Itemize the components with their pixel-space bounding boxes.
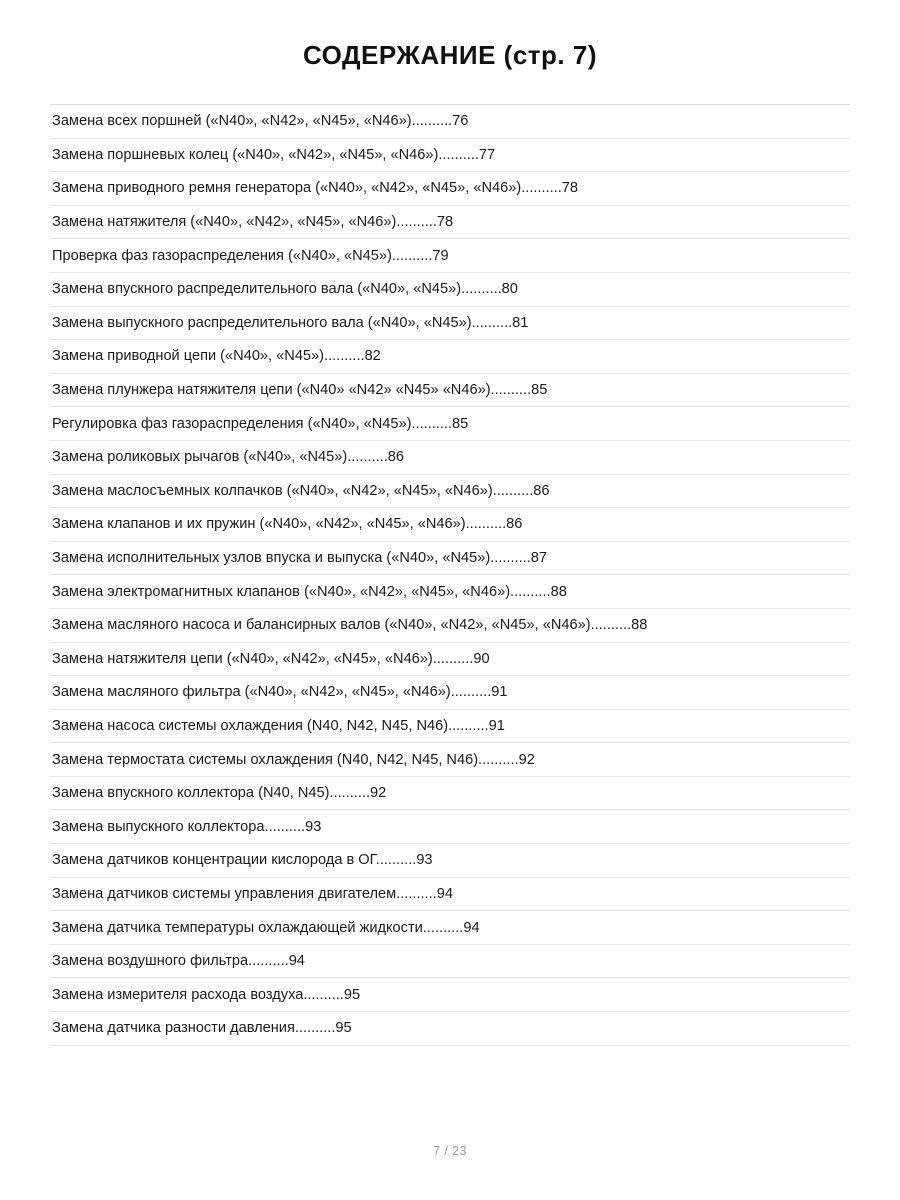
toc-entry-text: Замена датчиков системы управления двигателем..........94	[52, 885, 453, 902]
toc-entry-text: Регулировка фаз газораспределения («N40», «N45»)..........85	[52, 415, 469, 432]
toc-entry-text: Замена насоса системы охлаждения (N40, N42, N45, N46)..........91	[52, 717, 505, 734]
toc-entry-text: Замена датчиков концентрации кислорода в ОГ..........93	[52, 852, 433, 869]
list-item[interactable]	[50, 609, 850, 643]
toc-entry-text: Замена приводной цепи («N40», «N45»)..........82	[52, 348, 381, 365]
table-of-contents	[50, 105, 850, 1046]
toc-entry-text: Замена выпускного распределительного вала («N40», «N45»)..........81	[52, 314, 529, 331]
toc-entry-text: Замена измерителя расхода воздуха..........95	[52, 986, 361, 1003]
page-number: 7 / 23	[433, 1144, 467, 1158]
list-item[interactable]	[50, 172, 850, 206]
toc-entry-text: Замена плунжера натяжителя цепи («N40» «N42» «N45» «N46»)..........85	[52, 382, 548, 399]
toc-entry-text: Замена датчика разности давления..........95	[52, 1020, 352, 1037]
list-item[interactable]	[50, 542, 850, 576]
toc-entry-text: Замена электромагнитных клапанов («N40», «N42», «N45», «N46»)..........88	[52, 583, 567, 600]
list-item[interactable]	[50, 239, 850, 273]
list-item[interactable]	[50, 374, 850, 408]
toc-entry-text: Замена выпускного коллектора..........93	[52, 818, 322, 835]
list-item[interactable]	[50, 1012, 850, 1046]
toc-entry-text: Замена впускного коллектора (N40, N45)..........92	[52, 785, 387, 802]
toc-entry-text: Замена маслосъемных колпачков («N40», «N42», «N45», «N46»)..........86	[52, 482, 550, 499]
toc-entry-text: Замена исполнительных узлов впуска и выпуска («N40», «N45»)..........87	[52, 550, 548, 567]
toc-entry-text: Проверка фаз газораспределения («N40», «N45»)..........79	[52, 247, 449, 264]
toc-entry-text: Замена воздушного фильтра..........94	[52, 953, 305, 970]
list-item[interactable]	[50, 978, 850, 1012]
list-item[interactable]	[50, 105, 850, 139]
list-item[interactable]	[50, 643, 850, 677]
toc-entry-text: Замена роликовых рычагов («N40», «N45»)..........86	[52, 449, 405, 466]
toc-entry-text: Замена масляного насоса и балансирных валов («N40», «N42», «N45», «N46»)..........88	[52, 617, 648, 634]
list-item[interactable]	[50, 878, 850, 912]
list-item[interactable]	[50, 911, 850, 945]
list-item[interactable]	[50, 777, 850, 811]
toc-entry-text: Замена натяжителя цепи («N40», «N42», «N45», «N46»)..........90	[52, 650, 490, 667]
toc-entry-text: Замена поршневых колец («N40», «N42», «N45», «N46»)..........77	[52, 146, 496, 163]
list-item[interactable]	[50, 139, 850, 173]
list-item[interactable]	[50, 575, 850, 609]
list-item[interactable]	[50, 844, 850, 878]
toc-entry-text: Замена всех поршней («N40», «N42», «N45», «N46»)..........76	[52, 113, 469, 130]
list-item[interactable]	[50, 407, 850, 441]
list-item[interactable]	[50, 508, 850, 542]
list-item[interactable]	[50, 676, 850, 710]
list-item[interactable]	[50, 743, 850, 777]
list-item[interactable]	[50, 441, 850, 475]
toc-entry-text: Замена датчика температуры охлаждающей жидкости..........94	[52, 919, 480, 936]
page-title: СОДЕРЖАНИЕ (стр. 7)	[303, 40, 597, 70]
list-item[interactable]	[50, 206, 850, 240]
list-item[interactable]	[50, 945, 850, 979]
toc-entry-text: Замена впускного распределительного вала («N40», «N45»)..........80	[52, 281, 518, 298]
toc-entry-text: Замена клапанов и их пружин («N40», «N42», «N45», «N46»)..........86	[52, 516, 523, 533]
list-item[interactable]	[50, 475, 850, 509]
list-item[interactable]	[50, 340, 850, 374]
list-item[interactable]	[50, 307, 850, 341]
list-item[interactable]	[50, 710, 850, 744]
toc-entry-text: Замена натяжителя («N40», «N42», «N45», «N46»)..........78	[52, 214, 454, 231]
toc-entry-text: Замена масляного фильтра («N40», «N42», «N45», «N46»)..........91	[52, 684, 508, 701]
list-item[interactable]	[50, 273, 850, 307]
toc-entry-text: Замена термостата системы охлаждения (N40, N42, N45, N46)..........92	[52, 751, 535, 768]
list-item[interactable]	[50, 810, 850, 844]
toc-entry-text: Замена приводного ремня генератора («N40», «N42», «N45», «N46»)..........78	[52, 180, 578, 197]
